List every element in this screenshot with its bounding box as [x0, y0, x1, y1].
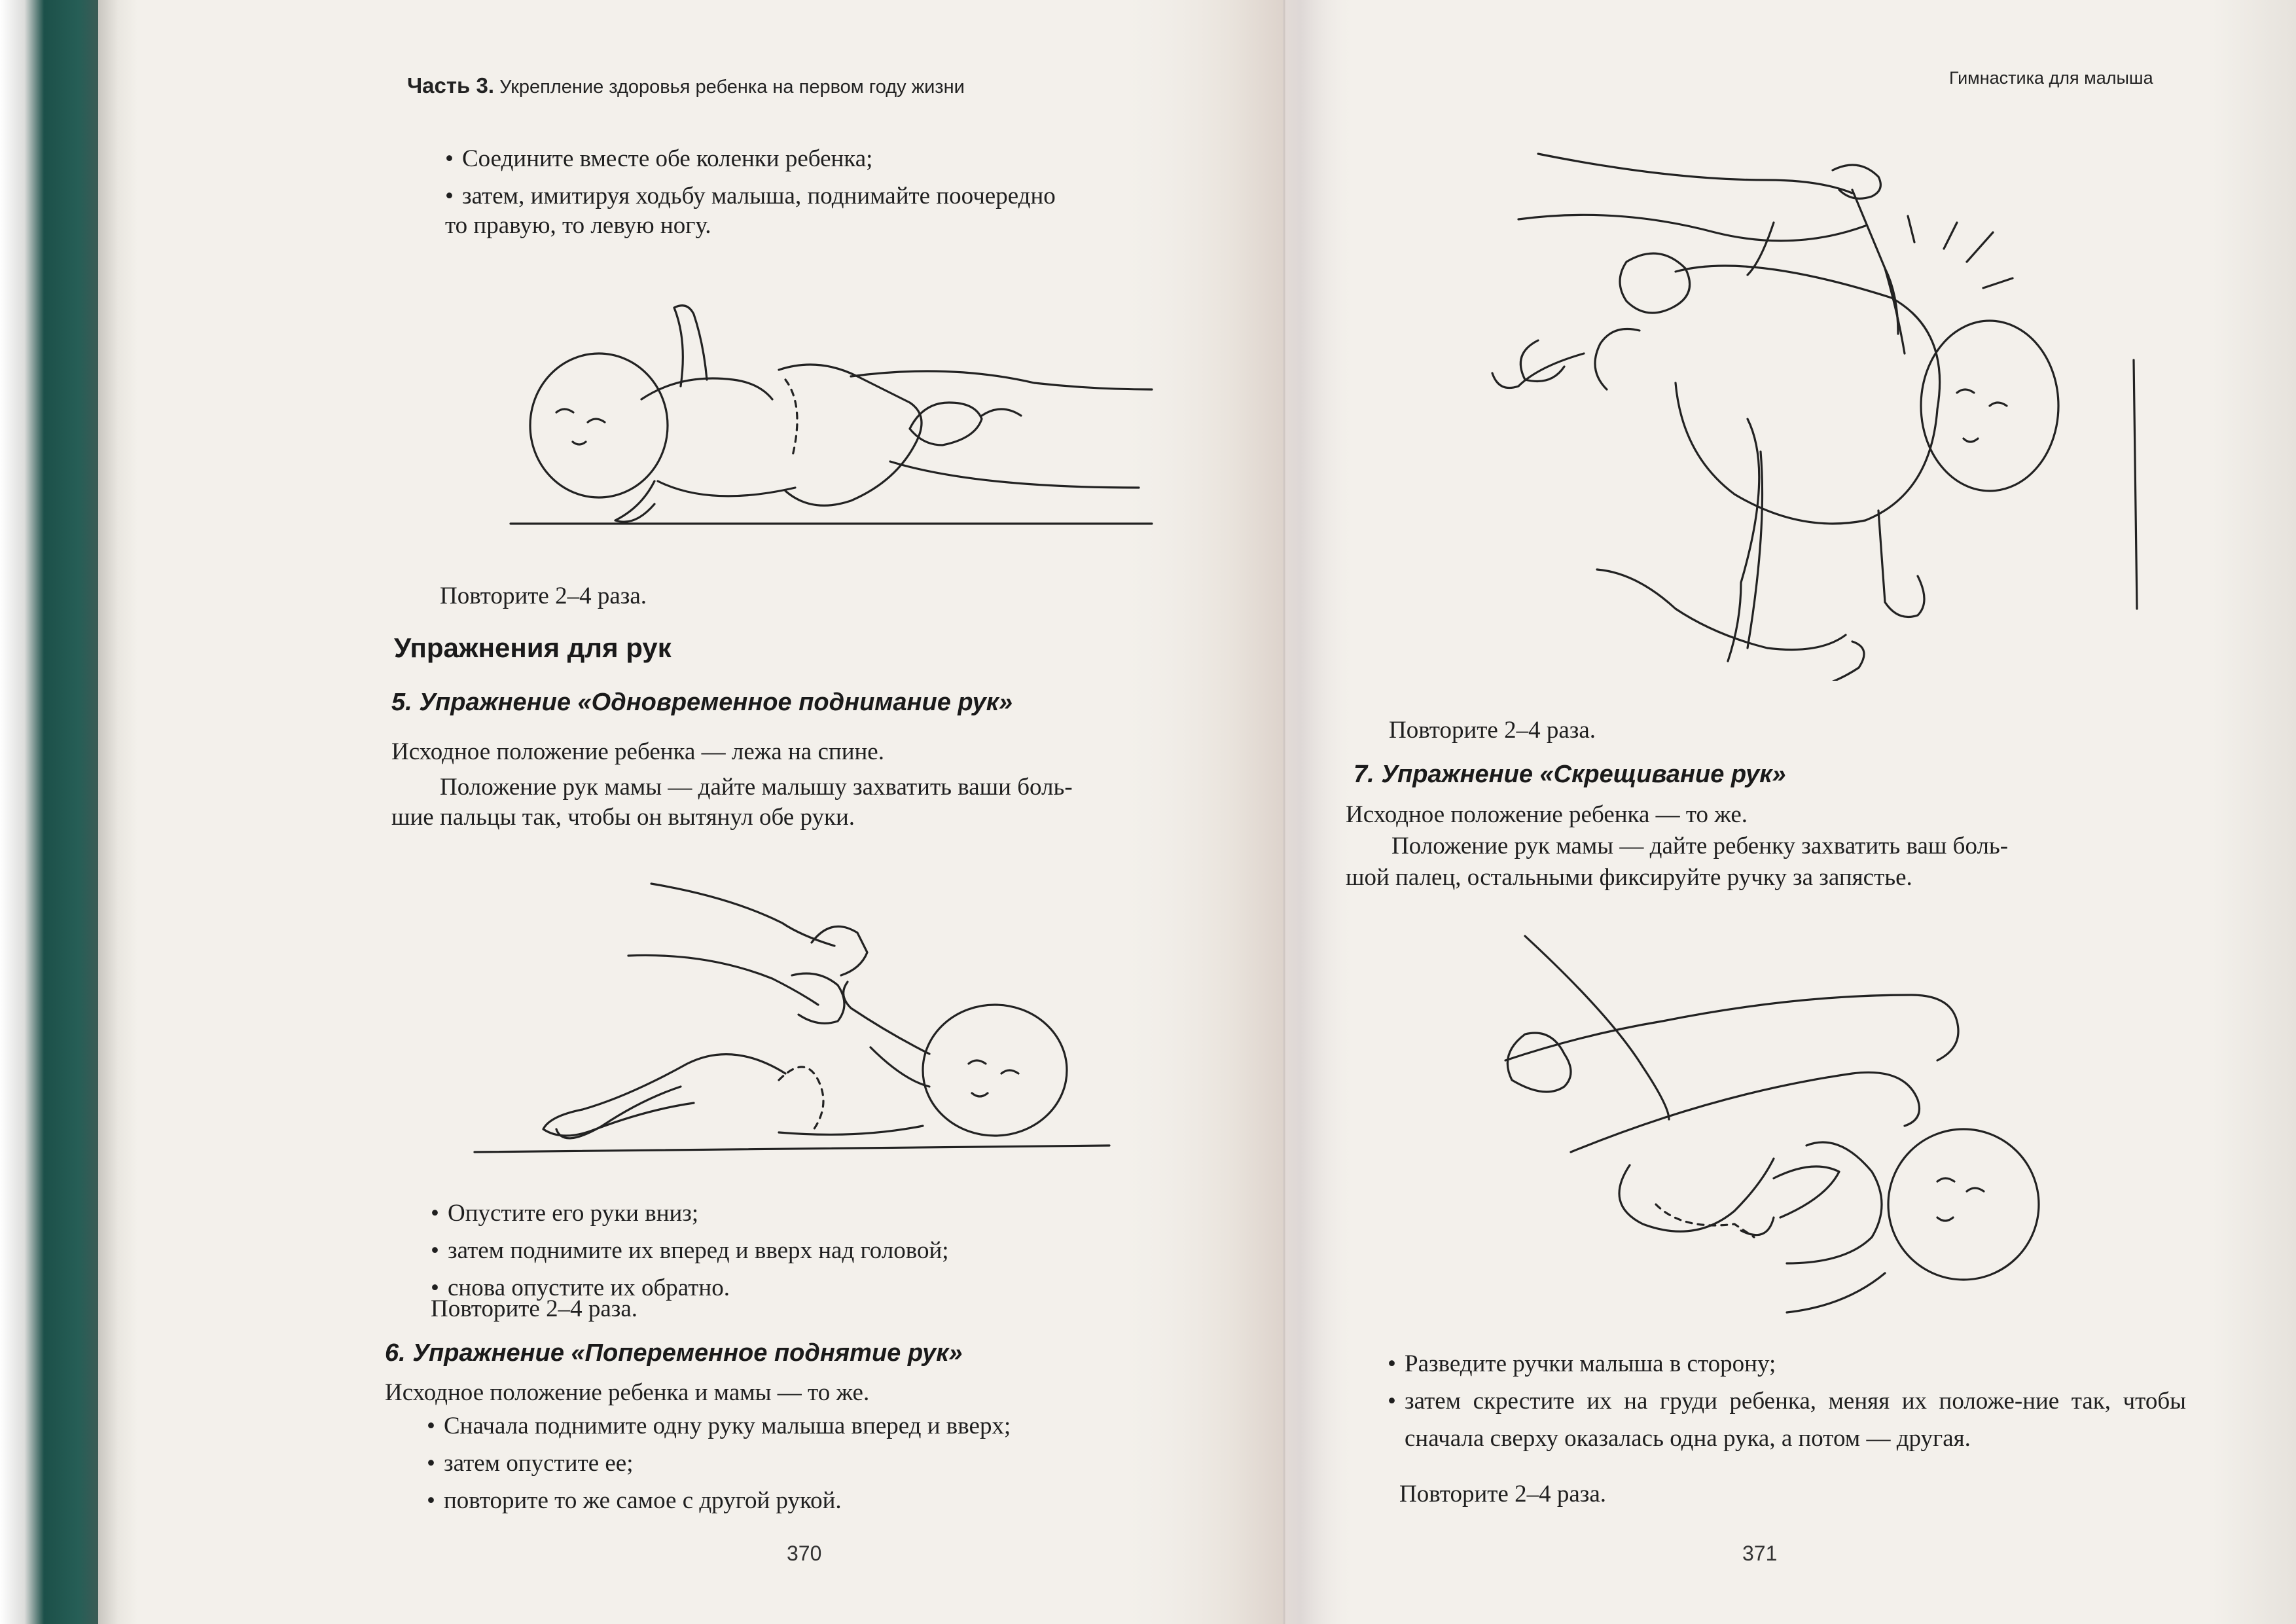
list-item-text: Опустите его руки вниз;	[448, 1200, 699, 1227]
page-number: 371	[1742, 1542, 1778, 1565]
list-item	[427, 1445, 1011, 1482]
exercise-7-start-position: Исходное положение ребенка — то же.	[1346, 801, 1748, 828]
repeat-text: Повторите 2–4 раза.	[1399, 1481, 1607, 1507]
list-item	[1388, 1382, 2186, 1457]
bullet-icon: •	[431, 1274, 439, 1301]
left-running-header	[407, 73, 965, 98]
list-item-text: повторите то же самое с другой рукой.	[444, 1487, 842, 1514]
list-item	[427, 1407, 1011, 1445]
part-label: Часть 3.	[407, 73, 495, 98]
list-item-text: Разведите ручки малыша в сторону;	[1405, 1350, 1776, 1377]
list-item	[445, 140, 1056, 177]
figure-crossing-arms	[1486, 929, 2062, 1329]
baby-leg-exercise-illustration	[484, 265, 1165, 573]
baby-crossing-arms-illustration	[1486, 929, 2062, 1329]
list-item	[431, 1232, 949, 1269]
exercise-7-title: 7. Упражнение «Скрещивание рук»	[1354, 761, 1786, 788]
intro-continuation: то правую, то левую ногу.	[445, 212, 711, 239]
section-title: Упражнения для рук	[394, 632, 672, 663]
exercise-6-title: 6. Упражнение «Попеременное поднятие рук»	[385, 1339, 963, 1367]
bullet-icon: •	[445, 183, 454, 209]
list-item-text: Соедините вместе обе коленки ребенка;	[462, 145, 873, 172]
exercise-6-start-position: Исходное положение ребенка и мамы — то же.	[385, 1379, 870, 1406]
bullet-icon: •	[445, 145, 454, 172]
figure-arms-raise	[471, 877, 1126, 1185]
bullet-icon: •	[431, 1200, 439, 1227]
exercise-5-mom-position-1: Положение рук мамы — дайте малышу захватить ваши боль-	[440, 774, 1073, 801]
repeat-text: Повторите 2–4 раза.	[431, 1295, 638, 1322]
list-item-text: Сначала поднимите одну руку малыша вперед и вверх;	[444, 1413, 1011, 1439]
list-item-text: снова опустите их обратно.	[448, 1274, 730, 1301]
bullet-icon: •	[431, 1237, 439, 1264]
list-item	[431, 1195, 949, 1232]
exercise-7-mom-position-2: шой палец, остальными фиксируйте ручку за запястье.	[1346, 864, 1912, 891]
list-item-text: затем скрестите их на груди ребенка, меняя их положе-ние так, чтобы сначала сверху оказалась одна рука, а потом — другая.	[1405, 1388, 2186, 1452]
baby-arms-raise-illustration	[471, 877, 1126, 1185]
page-number: 370	[787, 1542, 822, 1565]
bullet-icon: •	[427, 1413, 435, 1439]
figure-alternate-arm	[1486, 144, 2206, 681]
exercise-7-bullet-list	[1388, 1345, 2186, 1457]
exercise-5-title: 5. Упражнение «Одновременное поднимание рук»	[391, 689, 1013, 716]
intro-bullet-list	[445, 140, 1056, 215]
list-item-text: затем, имитируя ходьбу малыша, поднимайте поочередно	[462, 183, 1056, 209]
repeat-text: Повторите 2–4 раза.	[440, 583, 647, 609]
bullet-icon: •	[1388, 1388, 1396, 1415]
list-item	[1388, 1345, 2186, 1382]
right-running-header: Гимнастика для малыша	[1949, 68, 2153, 88]
figure-leg-exercise	[484, 265, 1165, 573]
bullet-icon: •	[427, 1450, 435, 1477]
baby-alternate-arm-illustration	[1486, 144, 2206, 681]
exercise-5-start-position: Исходное положение ребенка — лежа на спине.	[391, 738, 884, 765]
bullet-icon: •	[427, 1487, 435, 1514]
part-title: Укрепление здоровья ребенка на первом году жизни	[499, 77, 965, 98]
exercise-5-mom-position-2: шие пальцы так, чтобы он вытянул обе руки.	[391, 804, 855, 831]
exercise-6-bullet-list	[427, 1407, 1011, 1519]
repeat-text: Повторите 2–4 раза.	[1389, 717, 1596, 744]
bullet-icon: •	[1388, 1350, 1396, 1377]
exercise-7-mom-position-1: Положение рук мамы — дайте ребенку захватить ваш боль-	[1391, 833, 2009, 859]
list-item	[427, 1482, 1011, 1519]
list-item-text: затем поднимите их вперед и вверх над головой;	[448, 1237, 949, 1264]
list-item-text: затем опустите ее;	[444, 1450, 634, 1477]
